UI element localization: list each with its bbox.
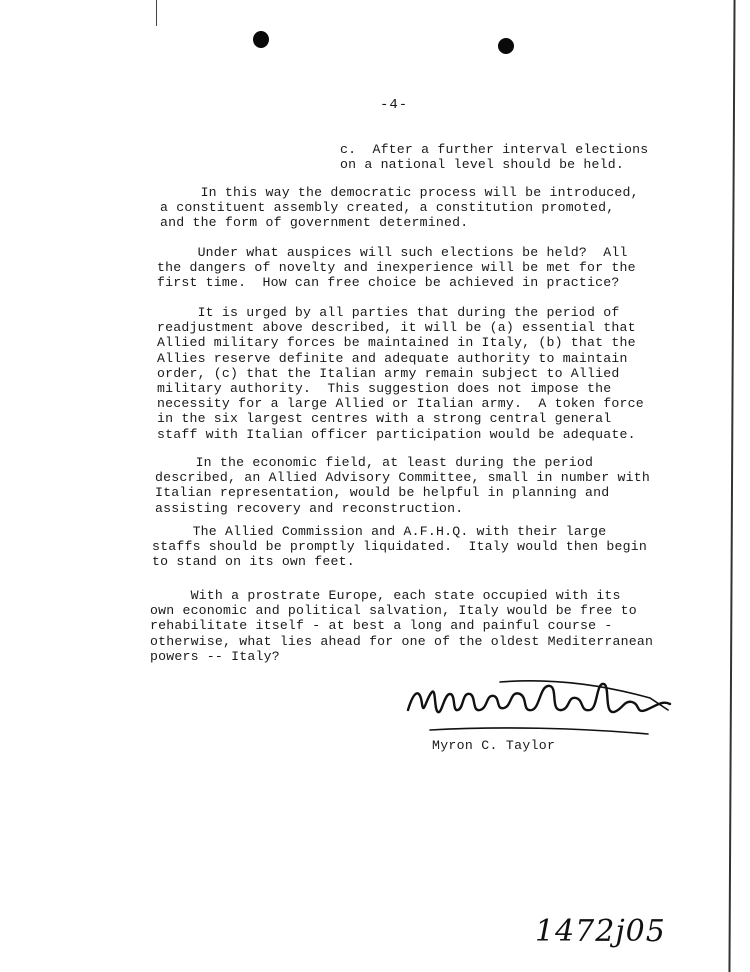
punch-hole-left	[253, 31, 269, 48]
paragraph-democratic-process: In this way the democratic process will be introduced, a constituent assembly created, a constitution promoted, and the form of government determined.	[160, 185, 639, 231]
paragraph-military-forces: It is urged by all parties that during the period of readjustment above described, it will be (a) essential that Allied military forces be maintained in Italy, (b) that the Allies reserve definite and adequate authority to maintain order, (c) that the Italian army remain subject to Allied military authority. This suggestion does not impose the necessity for a large Allied or Italian army. A token force in the six largest centres with a strong central general staff with Italian officer participation would be adequate.	[157, 305, 644, 442]
page-number: -4-	[380, 97, 409, 113]
punch-hole-right	[498, 38, 514, 54]
paragraph-elections-question: Under what auspices will such elections be held? All the dangers of novelty and inexperience will be met for the first time. How can free choice be achieved in practice?	[157, 245, 636, 291]
page-edge	[731, 0, 750, 972]
paragraph-item-c: c. After a further interval elections on a national level should be held.	[340, 142, 649, 173]
paragraph-allied-commission: The Allied Commission and A.F.H.Q. with their large staffs should be promptly liquidated. Italy would then begin to stand on its own feet.	[152, 524, 647, 570]
handwritten-reference-number: 1472j05	[535, 914, 666, 949]
margin-mark	[156, 0, 157, 26]
paragraph-prostrate-europe: With a prostrate Europe, each state occupied with its own economic and political salvation, Italy would be free to rehabilitate itself - at best a long and painful course - otherwise, what lies ahead for one of the oldest Mediterranean powers -- Italy?	[150, 588, 654, 664]
signer-name: Myron C. Taylor	[432, 738, 556, 753]
handwritten-signature	[400, 670, 690, 748]
paragraph-economic-field: In the economic field, at least during the period described, an Allied Advisory Committee, small in number with Italian representation, would be helpful in planning and assisting recovery and reconstruction.	[155, 455, 650, 516]
page-edge-line	[728, 0, 735, 972]
